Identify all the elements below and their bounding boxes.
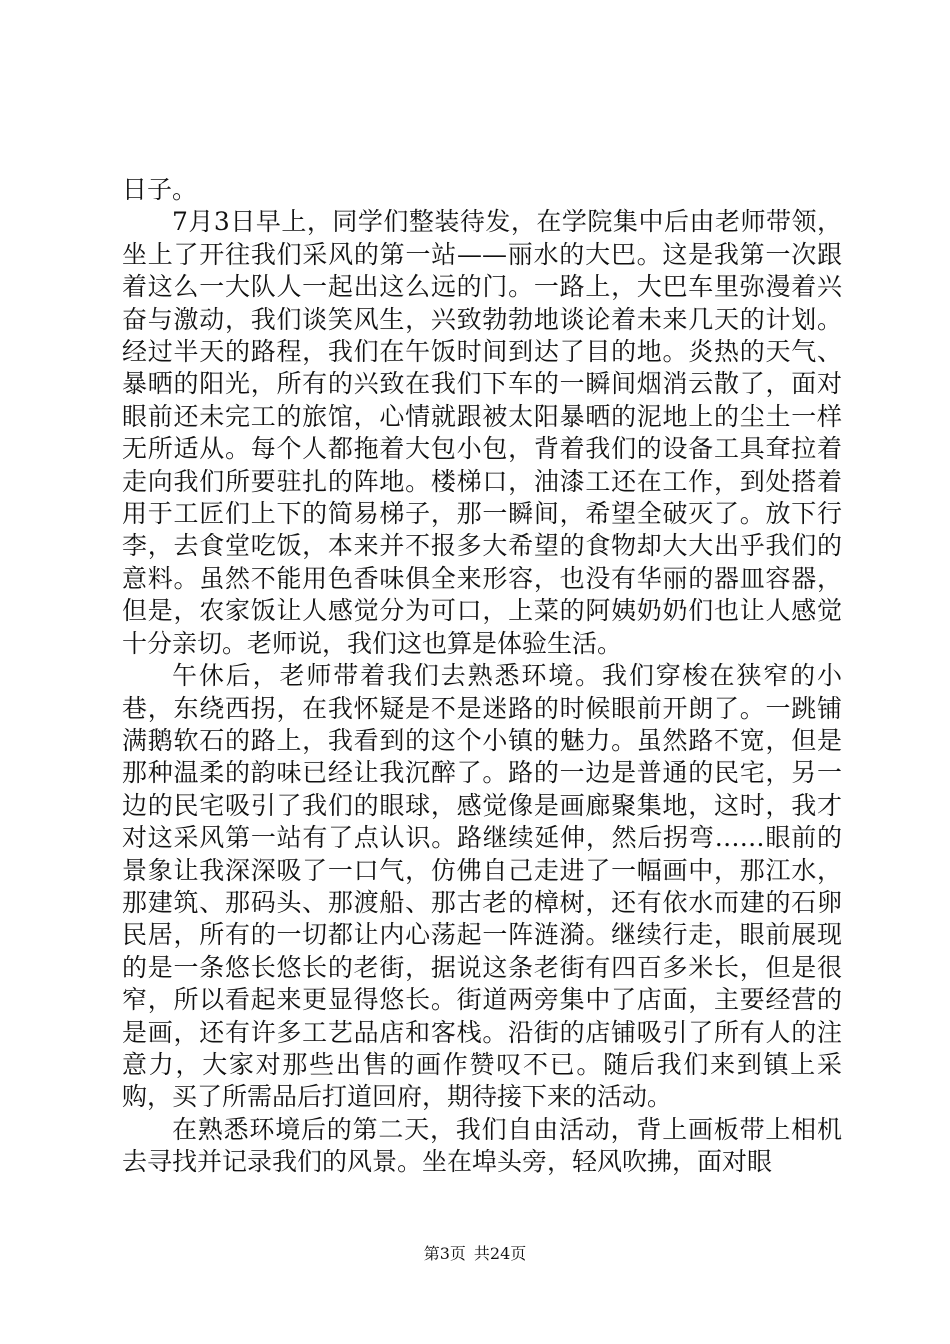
page-number: 第3页	[423, 1244, 466, 1263]
body-text	[122, 174, 842, 1179]
page-footer	[0, 1244, 950, 1264]
paragraph-departure: 7月3日早上，同学们整装待发，在学院集中后由老师带领，坐上了开往我们采风的第一站——丽水的大巴。这是我第一次跟着这么一大队人一起出这么远的门。一路上，大巴车里弥漫着兴奋与激动，我们谈笑风生，兴致勃勃地谈论着未来几天的计划。经过半天的路程，我们在午饭时间到达了目的地。炎热的天气、暴晒的阳光，所有的兴致在我们下车的一瞬间烟消云散了，面对眼前还未完工的旅馆，心情就跟被太阳暴晒的泥地上的尘土一样无所适从。每个人都拖着大包小包，背着我们的设备工具耷拉着走向我们所要驻扎的阵地。楼梯口，油漆工还在工作，到处搭着用于工匠们上下的简易梯子，那一瞬间，希望全破灭了。放下行李，去食堂吃饭，本来并不报多大希望的食物却大大出乎我们的意料。虽然不能用色香味俱全来形容，也没有华丽的器皿容器，但是，农家饭让人感觉分为可口，上菜的阿姨奶奶们也让人感觉十分亲切。老师说，我们这也算是体验生活。	[122, 207, 842, 658]
page-total: 共24页	[473, 1244, 527, 1263]
paragraph-second-day: 在熟悉环境后的第二天，我们自由活动，背上画板带上相机去寻找并记录我们的风景。坐在埠头旁，轻风吹拂，面对眼	[122, 1114, 842, 1177]
paragraph-afternoon: 午休后，老师带着我们去熟悉环境。我们穿梭在狭窄的小巷，东绕西拐，在我怀疑是不是迷路的时候眼前开朗了。一跳铺满鹅软石的路上，我看到的这个小镇的魅力。虽然路不宽，但是那种温柔的韵味已经让我沉醉了。路的一边是普通的民宅，另一边的民宅吸引了我们的眼球，感觉像是画廊聚集地，这时，我才对这采风第一站有了点认识。路继续延伸，然后拐弯……眼前的景象让我深深吸了一口气，仿佛自己走进了一幅画中，那江水，那建筑、那码头、那渡船、那古老的樟树，还有依水而建的石卵民居，所有的一切都让内心荡起一阵涟漪。继续行走，眼前展现的是一条悠长悠长的老街，据说这条老街有四百多米长，但是很窄，所以看起来更显得悠长。街道两旁集中了店面，主要经营的是画，还有许多工艺品店和客栈。沿街的店铺吸引了所有人的注意力，大家对那些出售的画作赞叹不已。随后我们来到镇上采购，买了所需品后打道回府，期待接下来的活动。	[122, 661, 842, 1112]
paragraph-continuation: 日子。	[122, 175, 198, 204]
